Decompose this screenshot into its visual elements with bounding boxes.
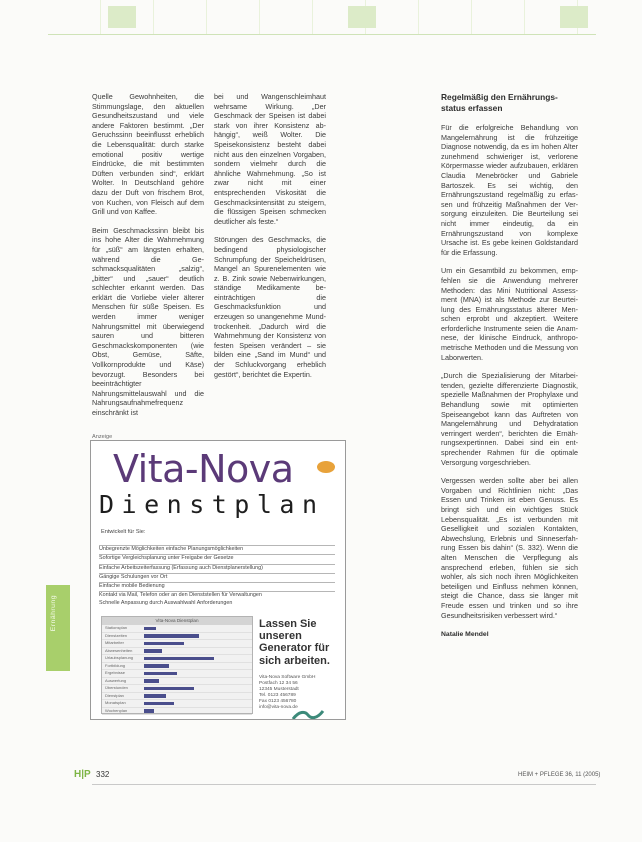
- screenshot-row: [102, 685, 252, 693]
- contact-line: Postfach 12 34 56: [259, 681, 298, 686]
- screenshot-row-label: Urlaubsplanung: [105, 655, 134, 660]
- ad-feature-item: Einfache mobile Bedienung: [99, 582, 335, 590]
- contact-line: 12345 Musterstadt: [259, 687, 299, 692]
- author-name: Natalie Mendel: [441, 631, 489, 639]
- article-column-2: [214, 92, 326, 388]
- section-side-tab: [46, 585, 70, 671]
- ad-logo: Vita-Nova: [113, 447, 294, 491]
- paragraph: bei und Wangenschleimhaut wehrsame Wirkung. „Der Geschmack der Speisen ist dabei stark von ihrer Konsistenz abhängig“, weiß Wolter. Die Speisekonsistenz besteht dabei nicht aus den einzelnen Vorgaben, sondern vielmehr durch die ähnliche Wahrnehmung. „So ist zwar nicht mit einer entsprechenden Viskosität die Geschmacksintensität zu steigern, die flüssigen Speisen schmecken deutlicher als feste.“: [214, 92, 326, 226]
- article-column-3: [441, 92, 578, 640]
- screenshot-row-label: Dienstzeiten: [105, 632, 128, 638]
- paragraph: Vergessen werden sollte aber bei allen Vorgaben und Richtlinien nicht: „Das Essen und Trinken ist eben Genuss. Es bringt sich und ein wichtiges Stück Lebensqualität. „Es ist verbunden mit Geselligkeit und sozialen Kontakten, Abwechslung, Erlebnis und Sinneserfahrung Essen bis dahin“ (S. 332). Wenn die alten Menschen die Verpflegung als ansprechend erleben, fühlen sie sich wohler, als sich noch ihren Möglichkeiten beteiligen und Einfluss nehmen können, steigt die Chance, dass sie länger mit Freude essen und trinken und so ihre Gesundheitsrisiken verbessert wird.“: [441, 476, 578, 620]
- contact-line: Fax 0123 456780: [259, 699, 297, 704]
- screenshot-row: [102, 655, 252, 663]
- screenshot-row: [102, 625, 252, 633]
- screenshot-row: [102, 708, 252, 716]
- screenshot-row-bar: [144, 702, 174, 706]
- screenshot-row-label: Stationsplan: [105, 625, 128, 630]
- screenshot-row-label: Überstunden: [105, 685, 128, 690]
- ad-feature-item: Einfache Arbeitszeiterfassung (Erfassung auch Dienstplanerstellung): [99, 564, 335, 572]
- ad-contact: [259, 675, 339, 711]
- ad-subtitle: Dienstplan: [99, 490, 325, 519]
- screenshot-row-label: Wochenplan: [105, 707, 128, 713]
- paragraph: Für die erfolgreiche Behandlung von Mangelernährung ist die frühzeitige Diagnose notwendig, da es im hohen Alter zunehmend schwieriger ist, verlorene Körpermasse wieder aufzubauen, erklären Claudia Menebröcker und Gabriele Bartoszek. Es sei wichtig, den Ernährungszustand regelmäßig zu erfassen und frühzeitig Maßnahmen der Versorgung einzuleiten. Die Beurteilung sei nicht immer eindeutig, da ein Ernährungszustand von komplexe Ursache ist. Es gebe keinen Goldstandard für die Erfassung.: [441, 123, 578, 257]
- article-column-1: [92, 92, 204, 427]
- ad-intro: Entwickelt für Sie:: [101, 529, 146, 535]
- paragraph: Störungen des Geschmacks, die bedingend physiologischer Schrumpfung der Speicheldrüsen, Mangel an Spurenelementen wie z. B. Zink sowie Nebenwirkungen, ständige Medikamente beeinträchtigen die Geschmacksfunktion und erzeugen so unangenehme Mundtrockenheit. „Dadurch wird die Wahrnehmung der Konsistenz von festen Speisen verändert – sie bilden eine „Sand im Mund“ und der Schluckvorgang erheblich gestört“, berichtet die Expertin.: [214, 235, 326, 379]
- screenshot-row-label: Monatsplan: [105, 700, 126, 705]
- screenshot-row-bar: [144, 627, 156, 631]
- screenshot-row: [102, 663, 252, 671]
- band-block: [108, 6, 136, 28]
- contact-line: Tel. 0123 456789: [259, 693, 296, 698]
- screenshot-rows: [102, 625, 252, 715]
- screenshot-row: [102, 678, 252, 686]
- company-emblem-icon: [291, 709, 325, 720]
- footer-logo: H|P: [74, 769, 91, 780]
- screenshot-row-bar: [144, 679, 159, 683]
- screenshot-row: [102, 670, 252, 678]
- screenshot-row-label: Mitarbeiter: [105, 640, 124, 645]
- paragraph: Um ein Gesamtbild zu bekommen, empfehlen sie die Anwendung mehrerer Methoden: das Mini Nutritional Assessment (MNA) ist als Methode zur Beurteilung des Ernährungsstatus älterer Menschen erprobt und akzeptiert. Weitere erforderliche Instrumente seien die Anamnese, der klinische Eindruck, anthropometrische Methoden und die Messung von Laborwerten.: [441, 266, 578, 362]
- screenshot-row-bar: [144, 694, 166, 698]
- journal-reference: HEIM + PFLEGE 36, 11 (2005): [518, 772, 601, 778]
- screenshot-title: Vita-Nova Dienstplan: [102, 617, 252, 625]
- screenshot-row-bar: [144, 709, 154, 713]
- paragraph: Beim Geschmackssinn bleibt bis ins hohe Alter die Wahrnehmung für „süß“ am längsten erhalten, während die Geschmacksqualitäten „salzig“, „bitter“ und „sauer“ deutlich schlechter erkannt werden. Das erklärt die Vorliebe vieler älterer Menschen für süße Speisen. Es werden immer weniger Nahrungsmittel mit überwiegend sauren und bitteren Geschmackskomponenten (wie Obst, Gemüse, Säfte, Vollkornprodukte und Käse) bevorzugt. Besonders bei beeinträchtigter Nahrungsmittelauswahl und die Nahrungsaufnahmefrequenz einschränkt ist: [92, 225, 204, 417]
- ad-feature-item: Schnelle Anpassung durch Auswahlwahl Anforderungen: [99, 599, 233, 606]
- ad-feature-item: Gängige Schulungen vor Ort: [99, 573, 335, 581]
- screenshot-row-label: Dienstplan: [105, 692, 124, 698]
- ad-feature-item: Sofortige Vergleichsplanung unter Freigabe der Gesetze: [99, 554, 335, 562]
- ad-slogan: Lassen Sie unseren Generator für sich arbeiten.: [259, 618, 330, 667]
- software-screenshot: [101, 616, 253, 714]
- screenshot-row: [102, 640, 252, 648]
- screenshot-row-label: Fortbildung: [105, 662, 126, 668]
- screenshot-row-bar: [144, 649, 162, 653]
- ad-feature-item: Unbegrenzte Möglichkeiten einfache Planungsmöglichkeiten: [99, 545, 335, 553]
- top-decorative-band: [48, 0, 596, 35]
- logo-dot-icon: [317, 461, 335, 473]
- screenshot-row: [102, 700, 252, 708]
- screenshot-row-bar: [144, 657, 214, 661]
- contact-line: info@vita-nova.de: [259, 705, 298, 710]
- section-heading: Regelmäßig den Ernährungsstatus erfassen: [441, 92, 558, 113]
- footer-rule: [92, 784, 596, 785]
- page-number: 332: [96, 770, 110, 779]
- screenshot-row: [102, 648, 252, 656]
- ad-label: Anzeige: [92, 434, 113, 440]
- contact-line: Vita-Nova Software GmbH: [259, 675, 316, 680]
- ad-feature-list: [99, 544, 335, 607]
- paragraph: „Durch die Spezialisierung der Mitarbeitenden, gezielte differenzierte Diagnostik, spezielle Maßnahmen der Prophylaxe und Behandlung sowie mit optimierten Speiseangebot kann das Auftreten von Mangelernährung und Dehydratation verringert werden“, berichten die Ernährungsexpertinnen. Dabei sind ein entsprechender Rahmen für die optimale Versorgung vorgeschrieben.: [441, 371, 578, 467]
- screenshot-row-label: Auswertung: [105, 677, 127, 683]
- screenshot-row-bar: [144, 642, 184, 646]
- screenshot-row-label: Abwesenheiten: [105, 647, 133, 653]
- paragraph: Quelle Gewohnheiten, die Stimmungslage, den aktuellen Gesundheitszustand und viele andere Faktoren bestimmt. „Der Geruchssinn beeinflusst erheblich die Lebensqualität: durch starke emotional positiv wertige Eindrücke, die mit bestimmten Düften verbunden sind“, erklärt Wolter. In Deutschland gehöre dazu der Duft von frischem Brot, von Kuchen, von Fleisch auf dem Grill und von Kaffee.: [92, 92, 204, 217]
- screenshot-row: [102, 633, 252, 641]
- screenshot-row-bar: [144, 664, 169, 668]
- band-block: [348, 6, 376, 28]
- screenshot-row-bar: [144, 634, 199, 638]
- screenshot-row-label: Ergebnisse: [105, 670, 126, 675]
- band-block: [560, 6, 588, 28]
- screenshot-row-bar: [144, 672, 177, 676]
- screenshot-row: [102, 693, 252, 701]
- advertisement[interactable]: [90, 440, 346, 720]
- screenshot-row-bar: [144, 687, 194, 691]
- ad-feature-item: Kontakt via Mail, Telefon oder an den Dienststellen für Verwaltungen: [99, 591, 335, 599]
- side-tab-label: Ernährung: [50, 595, 57, 632]
